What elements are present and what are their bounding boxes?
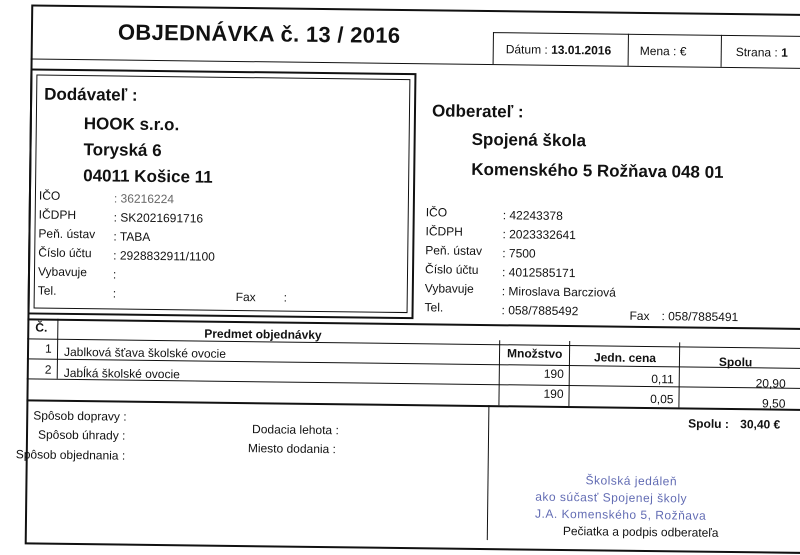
currency-value: € bbox=[679, 44, 687, 59]
customer-fax-label: Fax bbox=[629, 308, 650, 324]
payment-label: Spôsob úhrady : bbox=[37, 427, 126, 443]
supplier-name: HOOK s.r.o. bbox=[83, 114, 180, 135]
supplier-icdph-label: IČDPH bbox=[38, 207, 77, 223]
row2-price: 0,05 bbox=[650, 392, 674, 407]
supplier-city: 04011 Košice 11 bbox=[83, 166, 213, 187]
customer-fax-value: : 058/7885491 bbox=[661, 309, 739, 325]
supplier-street: Toryská 6 bbox=[83, 140, 162, 161]
signature-label: Pečiatka a podpis odberateľa bbox=[562, 523, 719, 540]
customer-heading: Odberateľ : bbox=[431, 101, 524, 122]
row2-qty: 190 bbox=[543, 386, 564, 401]
supplier-account-label: Číslo účtu bbox=[38, 245, 92, 261]
supplier-bank-label: Peň. ústav bbox=[38, 226, 96, 242]
col-header-subject: Predmet objednávky bbox=[204, 326, 322, 343]
supplier-heading: Dodávateľ : bbox=[44, 84, 138, 105]
currency-label: Mena : bbox=[639, 43, 677, 59]
sum-label: Spolu : bbox=[688, 416, 729, 432]
stamp-line-3: J.A. Komenského 5, Rožňava bbox=[535, 506, 707, 523]
customer-account-label: Číslo účtu bbox=[424, 262, 479, 277]
col-header-no: Č. bbox=[35, 320, 48, 335]
page-label: Strana : bbox=[735, 45, 778, 60]
page-number-field bbox=[736, 45, 788, 60]
customer-icdph-label: IČDPH bbox=[425, 224, 463, 239]
page-title: OBJEDNÁVKA č. 13 / 2016 bbox=[117, 19, 401, 48]
row2-total: 9,50 bbox=[762, 396, 786, 411]
date-value: 13.01.2016 bbox=[551, 42, 612, 58]
date-label: Dátum : bbox=[505, 42, 548, 57]
customer-address: Komenského 5 Rožňava 048 01 bbox=[471, 159, 724, 182]
stamp-line-1: Školská jedáleň bbox=[585, 473, 678, 489]
row2-item: Jabĺká školské ovocie bbox=[63, 365, 180, 382]
supplier-tel-label: Tel. bbox=[37, 283, 57, 298]
supplier-bank-value: : TABA bbox=[113, 229, 151, 244]
supplier-fax-label: Fax bbox=[235, 289, 256, 305]
sum-value: 30,40 € bbox=[740, 417, 781, 432]
customer-ico-label: IČO bbox=[425, 205, 448, 220]
customer-account-value: : 4012585171 bbox=[501, 265, 576, 281]
customer-icdph-value: : 2023332641 bbox=[502, 227, 576, 243]
page-value: 1 bbox=[781, 45, 788, 60]
col-header-total: Spolu bbox=[718, 354, 753, 370]
customer-name: Spojená škola bbox=[471, 129, 587, 151]
col-header-price: Jedn. cena bbox=[593, 350, 657, 366]
currency-field bbox=[640, 44, 687, 59]
date-field bbox=[506, 42, 612, 57]
row1-no: 1 bbox=[44, 341, 52, 356]
supplier-account-value: : 2928832911/1100 bbox=[113, 248, 215, 264]
row1-item: Jablková šťava školské ovocie bbox=[63, 344, 227, 361]
transport-label: Spôsob dopravy : bbox=[33, 408, 127, 424]
row2-no: 2 bbox=[44, 362, 52, 377]
supplier-box-inner bbox=[34, 75, 411, 314]
stamp-line-2: ako súčasť Spojenej školy bbox=[535, 489, 688, 506]
row1-qty: 190 bbox=[543, 366, 564, 381]
customer-contact-value: : Miroslava Barcziová bbox=[501, 284, 616, 300]
delivery-date-label: Dodacia lehota : bbox=[252, 422, 339, 438]
supplier-icdph-value: : SK2021691716 bbox=[113, 210, 204, 226]
supplier-tel-value: : bbox=[112, 286, 117, 301]
supplier-ico-label: IČO bbox=[38, 188, 61, 203]
supplier-fax-value: : bbox=[283, 290, 288, 305]
supplier-contact-value: : bbox=[112, 267, 117, 282]
customer-ico-value: : 42243378 bbox=[502, 208, 563, 223]
customer-bank-value: : 7500 bbox=[502, 246, 536, 261]
col-header-qty: Množstvo bbox=[506, 346, 563, 361]
customer-tel-label: Tel. bbox=[424, 300, 444, 315]
supplier-contact-label: Vybavuje bbox=[37, 264, 88, 280]
supplier-ico-value: : 36216224 bbox=[113, 191, 175, 207]
customer-bank-label: Peň. ústav bbox=[425, 243, 483, 258]
customer-contact-label: Vybavuje bbox=[424, 281, 474, 296]
delivery-place-label: Miesto dodania : bbox=[247, 441, 337, 457]
ordering-label: Spôsob objednania : bbox=[15, 447, 126, 463]
row1-total: 20,90 bbox=[755, 376, 786, 391]
row1-price: 0,11 bbox=[651, 372, 674, 387]
customer-tel-value: : 058/7885492 bbox=[501, 303, 579, 319]
